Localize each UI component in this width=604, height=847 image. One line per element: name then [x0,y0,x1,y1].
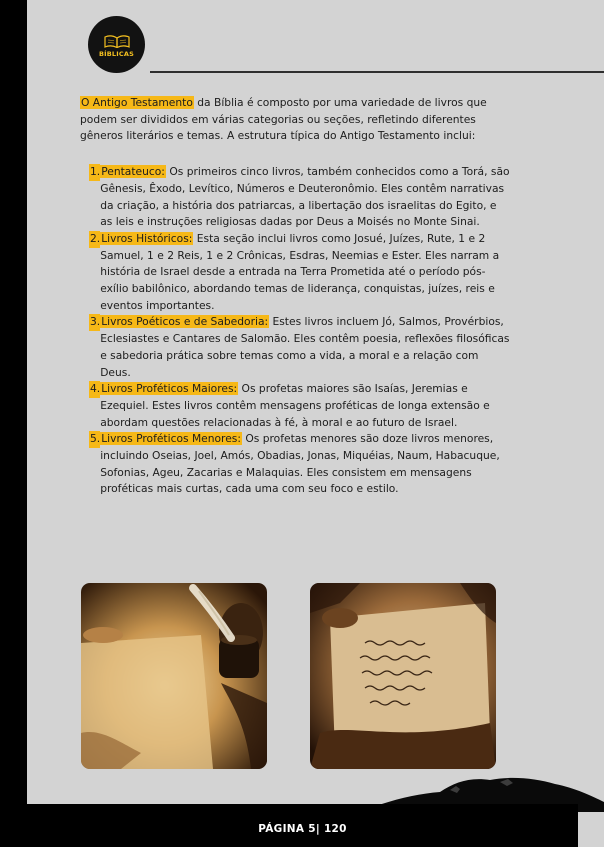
item-text: Os profetas maiores são Isaías, Jeremias e Ezequiel. Estes livros contêm mensagens proféticas de longa extensão e abordam questões relacionadas à fé, à moral e ao futuro de Israel. [100,382,490,429]
list-item [89,381,510,431]
list-item [89,314,510,381]
intro-text: da Bíblia é composto por uma variedade de livros que podem ser divididos em várias categorias ou seções, refletindo diferentes gêneros literários e temas. A estrutura típica do Antigo Testamento inclui: [80,96,487,143]
page-footer [27,804,578,847]
left-edge-stripe [0,0,27,847]
main-content [80,95,510,498]
item-number: 3. [89,314,100,331]
item-text: Os primeiros cinco livros, também conhecidos como a Torá, são Gênesis, Êxodo, Levítico, Números e Deuteronômio. Eles contêm narrativas da criação, a história dos patriarcas, a libertação dos israelitas do Egito, e as leis e instruções religiosas dadas por Deus a Moisés no Monte Sinai. [100,165,510,229]
logo-text: BÍBLICAS [99,50,134,58]
item-title: Livros Históricos: [101,231,193,245]
list-item [89,231,510,315]
item-number: 5. [89,431,100,448]
open-book-icon [104,35,130,48]
item-text: Os profetas menores são doze livros menores, incluindo Oseias, Joel, Amós, Obadias, Jonas, Miquéias, Naum, Habacuque, Sofonias, Ageu, Zacarias e Malaquias. Eles consistem em mensagens proféticas mais curtas, cada uma com seu foco e estilo. [100,432,500,496]
sections-list [80,164,510,498]
item-text: Esta seção inclui livros como Josué, Juízes, Rute, 1 e 2 Samuel, 1 e 2 Reis, 1 e 2 Crônicas, Esdras, Neemias e Ester. Eles narram a história de Israel desde a entrada na Terra Prometida até o período pós-exílio babilônico, abordando temas de liderança, conquistas, juízes, reis e eventos importantes. [100,231,500,312]
page-number: PÁGINA 5| 120 [258,822,347,835]
item-title: Pentateuco: [101,165,165,179]
item-number: 2. [89,231,100,248]
item-text: Estes livros incluem Jó, Salmos, Provérbios, Eclesiastes e Cantares de Salomão. Eles contêm poesia, reflexões filosóficas e sabedoria prática sobre temas como a vida, a moral e a relação com Deus. [100,315,510,379]
brand-logo [88,16,145,73]
item-number: 1. [89,164,100,181]
parchment-quill-photo [81,583,267,769]
list-item [89,164,510,231]
list-item [89,431,510,498]
intro-paragraph [80,95,510,145]
item-title: Livros Poéticos e de Sabedoria: [101,315,269,329]
handwritten-scroll-photo [310,583,496,769]
header-divider [150,71,604,73]
item-title: Livros Proféticos Menores: [101,432,241,446]
intro-highlight: O Antigo Testamento [81,96,193,109]
item-number: 4. [89,381,100,398]
item-title: Livros Proféticos Maiores: [101,382,238,396]
